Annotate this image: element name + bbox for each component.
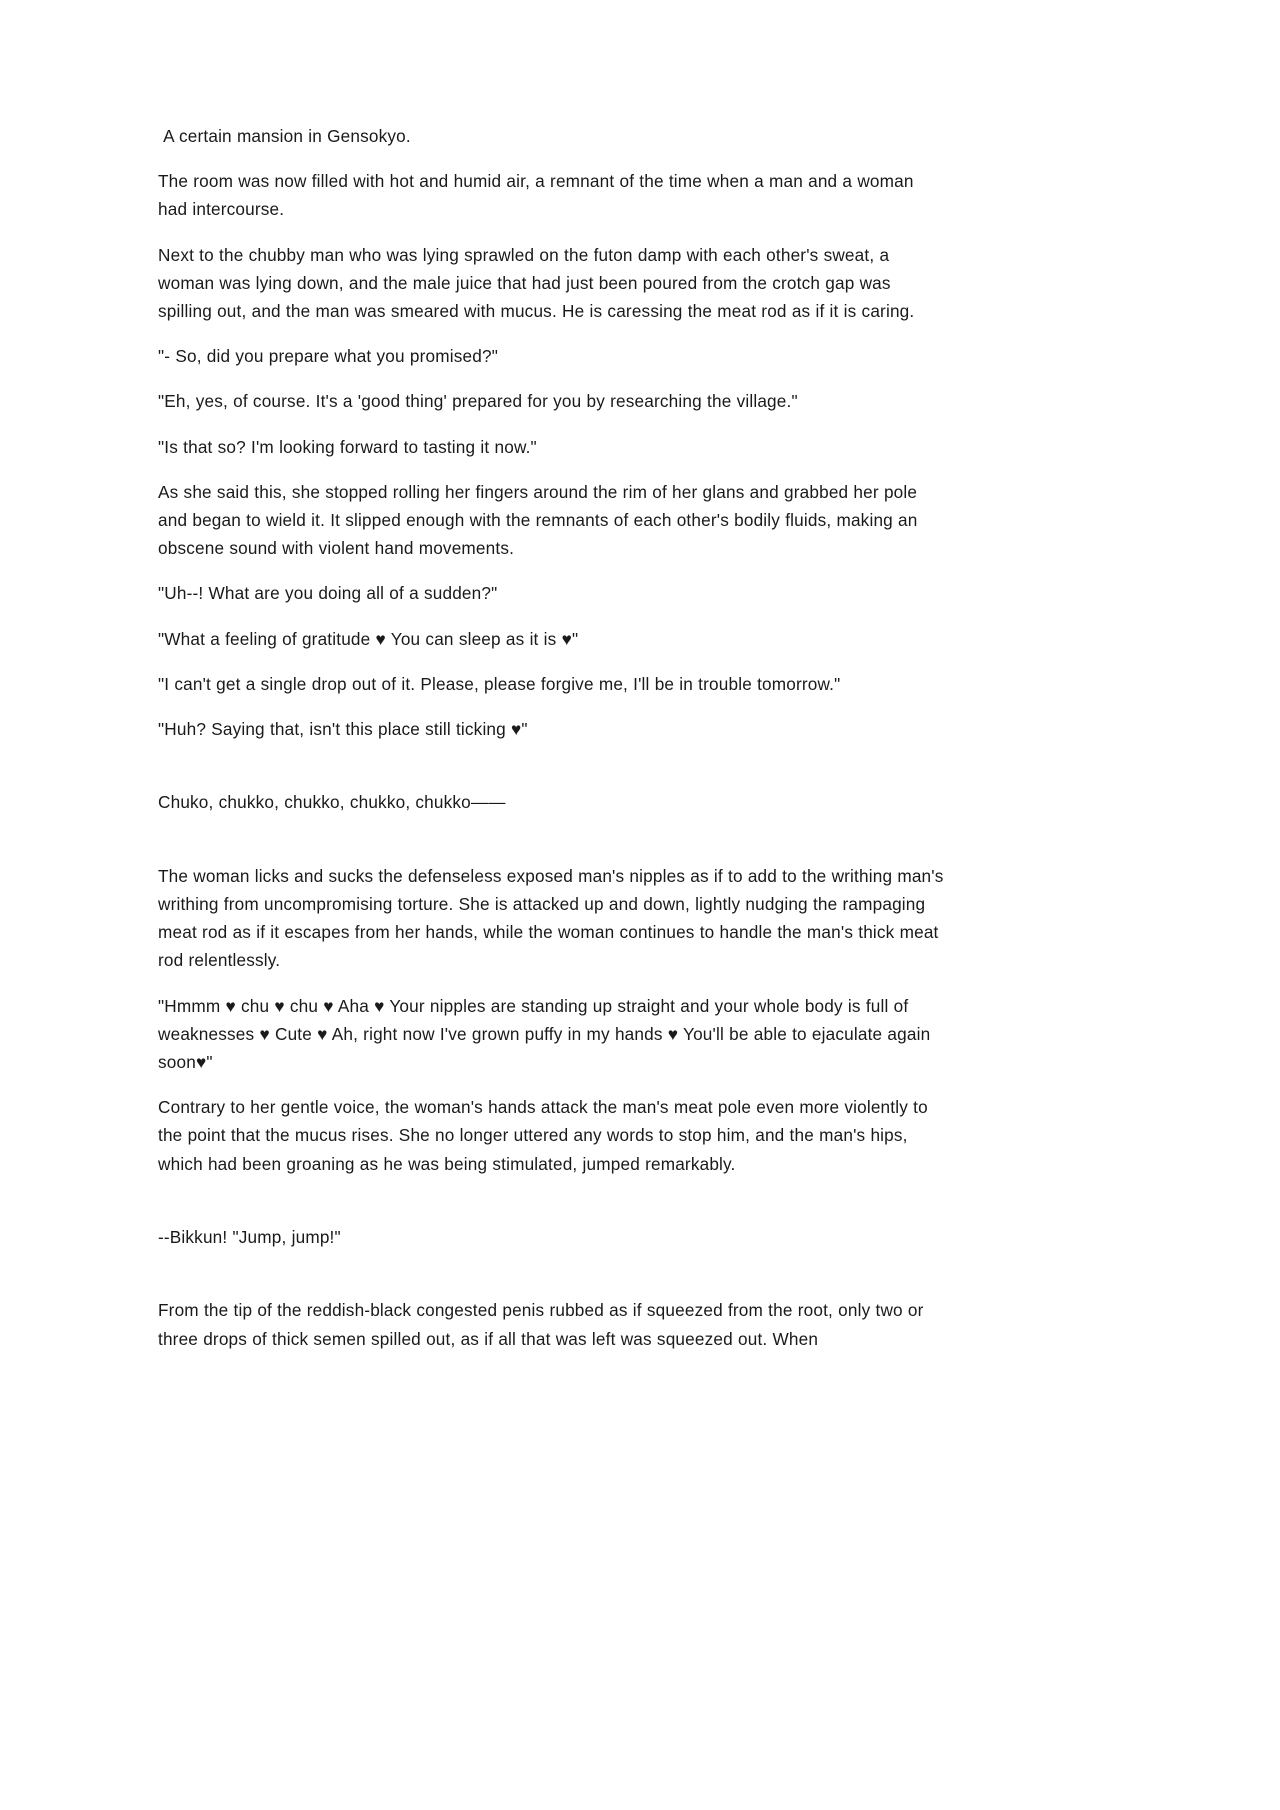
paragraph-onomatopoeia-bikkun: --Bikkun! "Jump, jump!"	[158, 1227, 341, 1248]
document-text-body	[158, 122, 949, 1353]
paragraph-final-description: From the tip of the reddish-black congested penis rubbed as if squeezed from the root, only two or three drops of thick semen spilled out, as if all that was left was squeezed out. When	[158, 1300, 929, 1349]
paragraph-onomatopoeia-chukko: Chuko, chukko, chukko, chukko, chukko——	[158, 792, 506, 813]
paragraph-dialogue-village: "Eh, yes, of course. It's a 'good thing' prepared for you by researching the village."	[158, 391, 798, 412]
paragraph-room-atmosphere: The room was now filled with hot and humid air, a remnant of the time when a man and a woman had intercourse.	[158, 171, 919, 220]
paragraph-dialogue-forgive: "I can't get a single drop out of it. Please, please forgive me, I'll be in trouble tomorrow."	[158, 673, 841, 694]
paragraph-intro: A certain mansion in Gensokyo.	[158, 126, 411, 146]
paragraph-contrary-gentle-voice: Contrary to her gentle voice, the woman's hands attack the man's meat pole even more violently to the point that the mucus rises. She no longer uttered any words to stop him, and the man's hips, which had been groaning as he was being stimulated, jumped remarkably.	[158, 1097, 933, 1174]
paragraph-spacer-4	[158, 1251, 946, 1279]
paragraph-dialogue-ticking: "Huh? Saying that, isn't this place still ticking ♥"	[158, 719, 528, 740]
paragraph-dialogue-gratitude: "What a feeling of gratitude ♥ You can sleep as it is ♥"	[158, 628, 579, 649]
paragraph-action-wield: As she said this, she stopped rolling her fingers around the rim of her glans and grabbed her pole and began to wield it. It slipped enough with the remnants of each other's bodily fluids, making an obscene sound with violent hand movements.	[158, 481, 923, 559]
paragraph-spacer-2	[158, 817, 946, 845]
paragraph-dialogue-sudden: "Uh--! What are you doing all of a sudden?"	[158, 583, 498, 604]
paragraph-spacer-3	[158, 1178, 946, 1206]
paragraph-dialogue-tasting: "Is that so? I'm looking forward to tasting it now."	[158, 436, 537, 457]
paragraph-dialogue-hmmm: "Hmmm ♥ chu ♥ chu ♥ Aha ♥ Your nipples are standing up straight and your whole body is full of weaknesses ♥ Cute ♥ Ah, right now I've grown puffy in my hands ♥ You'll be able to ejaculate again soon♥"	[158, 995, 936, 1073]
paragraph-scene-description: Next to the chubby man who was lying sprawled on the futon damp with each other's sweat, a woman was lying down, and the male juice that had just been poured from the crotch gap was spilling out, and the man was smeared with mucus. He is caressing the meat rod as if it is caring.	[158, 244, 915, 322]
paragraph-spacer-1	[158, 743, 946, 771]
paragraph-dialogue-promise: "- So, did you prepare what you promised?"	[158, 346, 498, 367]
paragraph-woman-licks: The woman licks and sucks the defenseless exposed man's nipples as if to add to the writhing man's writhing from uncompromising torture. She is attacked up and down, lightly nudging the rampaging meat rod as if it escapes from her hands, while the woman continues to handle the man's thick meat rod relentlessly.	[158, 865, 949, 971]
